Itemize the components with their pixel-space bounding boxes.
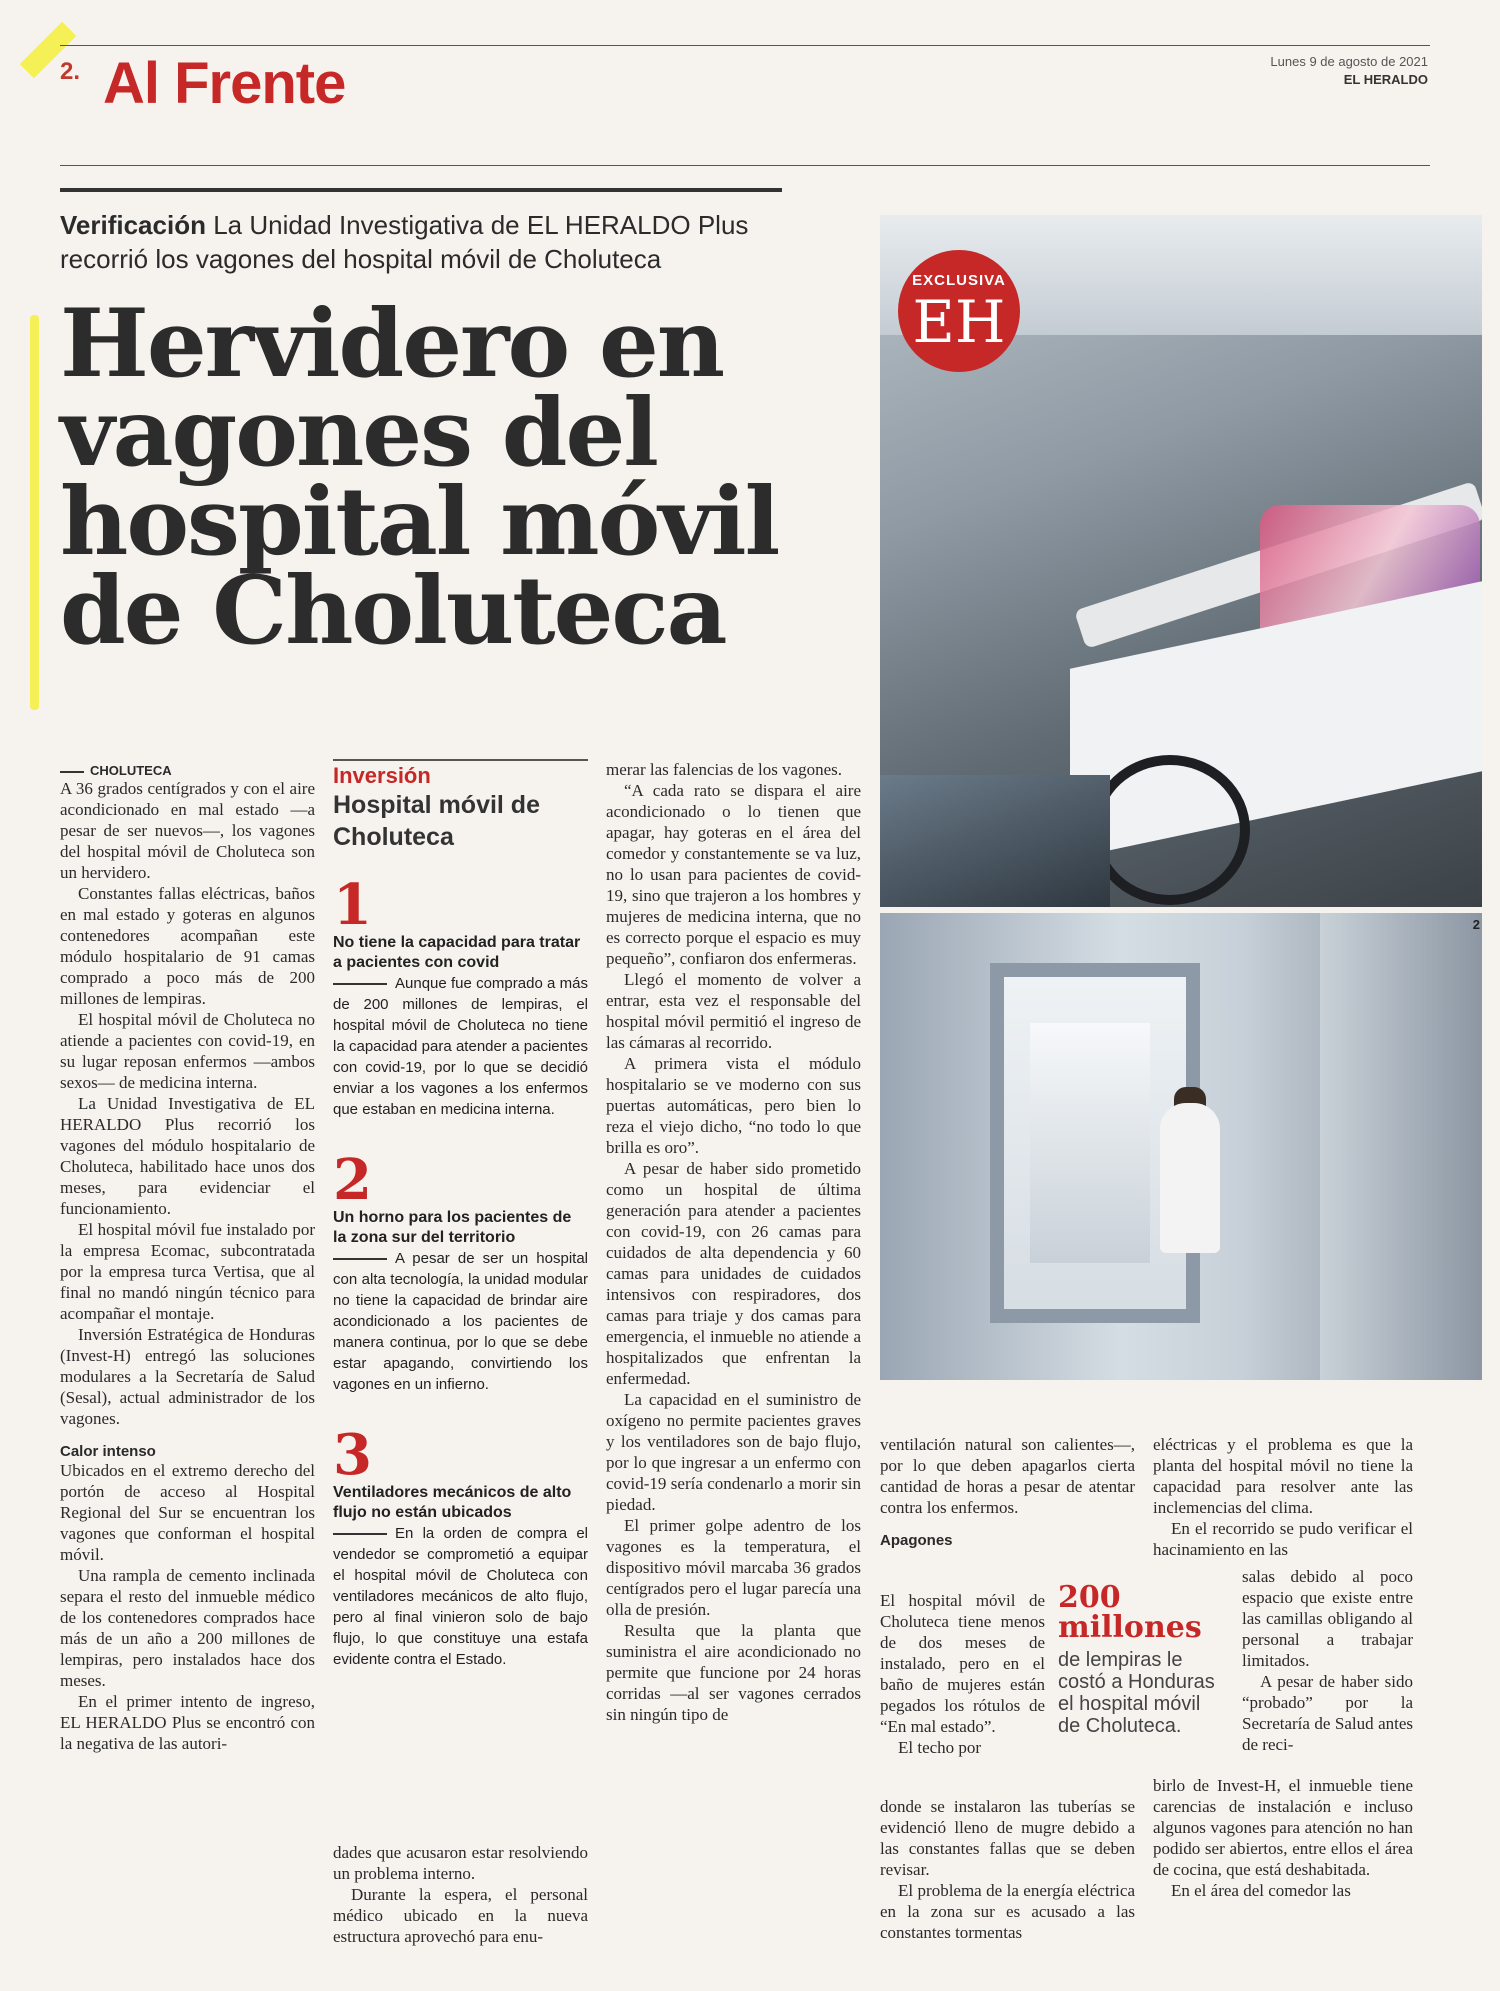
column-4-narrow: [880, 1590, 1045, 1758]
paragraph: A pesar de haber sido “probado” por la Secretaría de Salud antes de reci-: [1242, 1672, 1413, 1754]
newspaper-name: EL HERALDO: [1343, 72, 1428, 87]
paragraph: ventilación natural son calientes—, por lo que deben apagarlos cierta cantidad de horas a pesar de atentar contra los enfermos.: [880, 1435, 1135, 1517]
paragraph: Ubicados en el extremo derecho del portón de acceso al Hospital Regional del Sur se encuentran los vagones que conforman el hospital móvil.: [60, 1461, 315, 1564]
paragraph: birlo de Invest-H, el inmueble tiene carencias de instalación e incluso algunos vagones para atención no han podido ser abiertos, entre ellos el área de cocina, que está deshabitada.: [1153, 1776, 1413, 1879]
paragraph: Constantes fallas eléctricas, baños en mal estado y goteras en algunos contenedores acompañan este módulo hospitalario de 91 camas comprado a poco más de 200 millones de lempiras.: [60, 884, 315, 1008]
kicker-text: La Unidad Investigativa de EL HERALDO Plus recorrió los vagones del hospital móvil de Choluteca: [60, 210, 749, 274]
paragraph: En el recorrido se pudo verificar el hacinamiento en las: [1153, 1519, 1413, 1559]
paragraph: El primer golpe adentro de los vagones es la temperatura, el dispositivo móvil marcaba 36 grados centígrados pero el lugar parecía una olla de presión.: [606, 1516, 861, 1619]
photo-wall-right: [1320, 913, 1482, 1380]
paragraph: merar las falencias de los vagones.: [606, 760, 843, 779]
column-3: [606, 759, 861, 1725]
callout-box: [1058, 1580, 1228, 1737]
photo-corridor: [1030, 1023, 1150, 1263]
paragraph: A pesar de haber sido prometido como un hospital de última generación para atender a pacientes con covid-19, con 26 camas para cuidados de alta dependencia y 60 camas para unidades de cuidados intensivos con respiradores, dos camas para triaje y dos camas para emergencia, el inmueble no atiende a hospitalizados que enfrentan la enfermedad.: [606, 1159, 861, 1388]
paragraph: donde se instalaron las tuberías se evidenció lleno de mugre debido a las constantes fallas que se deben revisar.: [880, 1797, 1135, 1879]
item-text: A pesar de ser un hospital con alta tecnología, la unidad modular no tiene la capacidad de brindar aire acondicionado a los pacientes de manera continua, por lo que se debe estar apagando, convirtiendo los vagones en un infierno.: [333, 1250, 588, 1393]
photo-floor: [880, 775, 1110, 907]
paragraph: En el primer intento de ingreso, EL HERALDO Plus se encontró con la negativa de las autori-: [60, 1692, 315, 1753]
subhead-calor: Calor intenso: [60, 1443, 156, 1460]
column-4-bottom: [880, 1796, 1135, 1943]
paragraph: Una rampla de cemento inclinada separa el resto del inmueble médico de los contenedores comprados hace más de un año a 200 millones de lempiras, pero instalados hace dos meses.: [60, 1566, 315, 1690]
column-5: [1153, 1434, 1413, 1560]
inversion-box: [333, 763, 588, 1670]
paragraph: Inversión Estratégica de Honduras (Invest-H) entregó las soluciones modulares a la Secretaría de Salud (Sesal), actual administrador de los vagones.: [60, 1325, 315, 1428]
inversion-item: [333, 1147, 588, 1395]
eh-logo: EH: [912, 288, 1006, 356]
paragraph: Durante la espera, el personal médico ubicado en la nueva estructura aprovechó para enu-: [333, 1885, 588, 1946]
section-title: Al Frente: [103, 51, 346, 116]
paragraph: dades que acusaron estar resolviendo un problema interno.: [333, 1843, 588, 1883]
item-text: Aunque fue comprado a más de 200 millones de lempiras, el hospital móvil de Choluteca no tiene la capacidad para atender a pacientes con covid-19, por lo que se decidió enviar a los vagones a los enfermos que estaban en medicina interna.: [333, 975, 588, 1118]
photo-number: 2: [1472, 917, 1480, 932]
item-number: 1: [333, 872, 372, 938]
paragraph: El hospital móvil fue instalado por la empresa Ecomac, subcontratada por la empresa turca Vertisa, que al final no mandó ningún técnico para acompañar el montaje.: [60, 1220, 315, 1323]
kicker-label: Verificación: [60, 210, 206, 240]
paragraph: Llegó el momento de volver a entrar, esta vez el responsable del hospital móvil permitió el ingreso de las cámaras al recorrido.: [606, 970, 861, 1052]
callout-text: de lempiras le costó a Honduras el hospital móvil de Choluteca.: [1058, 1649, 1215, 1737]
dateline: CHOLUTECA: [60, 763, 315, 778]
item-title: Un horno para los pacientes de la zona sur del territorio: [333, 1209, 572, 1246]
photo-hallway: [880, 913, 1482, 1380]
paragraph: eléctricas y el problema es que la planta del hospital móvil no tiene la capacidad para resolver ante las inclemencias del clima.: [1153, 1435, 1413, 1517]
column-5-bottom: [1153, 1775, 1413, 1901]
paragraph: La capacidad en el suministro de oxígeno no permite pacientes graves y los ventiladores son de bajo flujo, por lo que ingresar a un enfermo con covid-19 sería condenarlo a morir sin piedad.: [606, 1390, 861, 1514]
inversion-item: [333, 1422, 588, 1670]
paragraph: En el área del comedor las: [1171, 1881, 1351, 1900]
column-2-continued: [333, 1842, 588, 1947]
photo-person: [1160, 1103, 1220, 1253]
callout-number: 200 millones: [1058, 1580, 1202, 1645]
highlighter-mark-side: [30, 315, 39, 710]
column-4: [880, 1434, 1135, 1549]
item-text: En la orden de compra el vendedor se comprometió a equipar el hospital móvil de Choluteca con ventiladores mecánicos de alto flujo, pero al final vinieron solo de bajo flujo, lo que constituye una estafa evidente contra el Estado.: [333, 1525, 588, 1668]
header-rule-bottom: [60, 165, 1430, 166]
inversion-item: [333, 872, 588, 1120]
page-number: 2.: [60, 58, 81, 85]
paragraph: La Unidad Investigativa de EL HERALDO Plus recorrió los vagones del módulo hospitalario de Choluteca, habilitado hace unos dos meses, para evidenciar el funcionamiento.: [60, 1094, 315, 1218]
inversion-rule: [333, 759, 588, 761]
item-title: Ventiladores mecánicos de alto flujo no están ubicados: [333, 1484, 572, 1521]
inversion-kicker: Inversión: [333, 763, 431, 788]
headline: Hervidero en vagones del hospital móvil de Choluteca: [60, 289, 779, 666]
paragraph: A 36 grados centígrados y con el aire acondicionado en mal estado —a pesar de ser nuevos—, los vagones del hospital móvil de Choluteca son un hervidero.: [60, 779, 315, 882]
exclusive-label: EXCLUSIVA: [912, 272, 1006, 289]
paragraph: “A cada rato se dispara el aire acondicionado o lo tienen que apagar, hay goteras en el área del comedor y constantemente se va luz, no lo usan para pacientes de covid-19, sino que trajeron a los hombres y mujeres de medicina interna, que no es correcto porque el espacio es muy pequeño”, confiaron dos enfermeras.: [606, 781, 861, 968]
kicker: [60, 208, 820, 276]
paragraph: El hospital móvil de Choluteca tiene menos de dos meses de instalado, pero en el baño de mujeres están pegados los rótulos de “En mal estado”.: [880, 1591, 1045, 1736]
inversion-title: Hospital móvil de Choluteca: [333, 791, 540, 851]
column-5-narrow: [1242, 1566, 1413, 1755]
kicker-rule: [60, 188, 782, 192]
paragraph: El problema de la energía eléctrica en la zona sur es acusado a las constantes tormentas: [880, 1881, 1135, 1942]
date: Lunes 9 de agosto de 2021: [1270, 54, 1428, 69]
paragraph: El techo por: [898, 1738, 982, 1757]
photo-wheelchair: [1090, 755, 1250, 905]
paragraph: Resulta que la planta que suministra el aire acondicionado no permite que funcione por 24 horas corridas —al ser vagones cerrados sin ningún tipo de: [606, 1621, 861, 1724]
paragraph: A primera vista el módulo hospitalario se ve moderno con sus puertas automáticas, pero bien lo reza el viejo dicho, “no todo lo que brilla es oro”.: [606, 1054, 861, 1157]
column-1: [60, 763, 315, 1754]
paragraph: salas debido al poco espacio que existe entre las camillas obligando al personal a trabajar limitados.: [1242, 1567, 1413, 1670]
header-rule-top: [60, 45, 1430, 46]
subhead-apagones: Apagones: [880, 1532, 953, 1549]
paragraph: El hospital móvil de Choluteca no atiende a pacientes con covid-19, en su lugar reposan enfermos —ambos sexos— de medicina interna.: [60, 1010, 315, 1092]
exclusive-badge: [898, 250, 1020, 372]
item-number: 3: [333, 1422, 372, 1488]
item-title: No tiene la capacidad para tratar a pacientes con covid: [333, 934, 581, 971]
item-number: 2: [333, 1147, 372, 1213]
